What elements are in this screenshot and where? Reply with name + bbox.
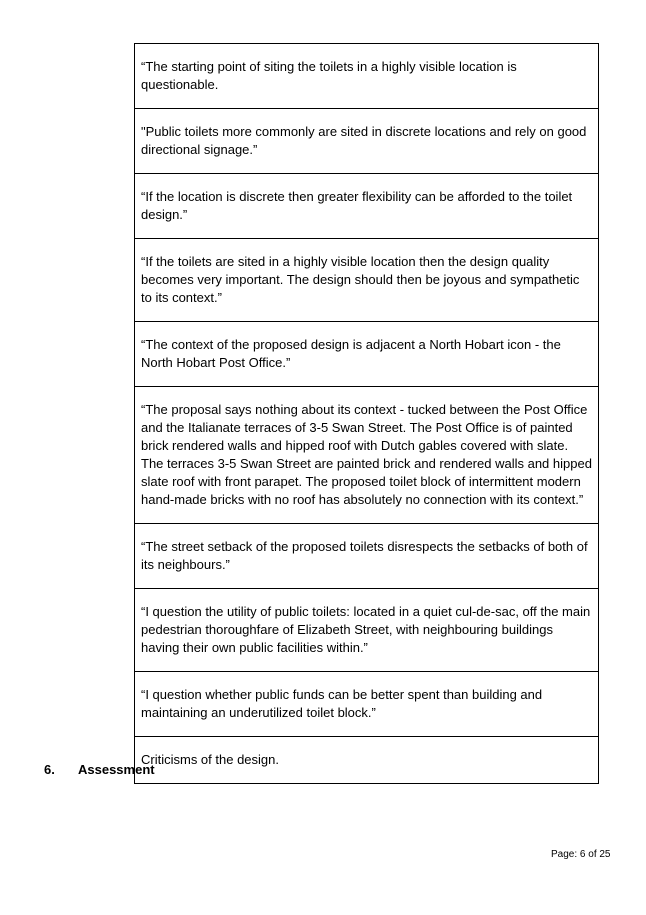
quote-cell: “The proposal says nothing about its context - tucked between the Post Office and the Italianate terraces of 3-5 Swan Street. The Post Office is of painted brick rendered walls and hipped roof with Dutch gables covered with slate. The terraces 3-5 Swan Street are painted brick and rendered walls and hipped slate roof with front parapet. The proposed toilet block of intermittent modern hand-made bricks with no roof has absolutely no connection with its context.” [135,387,599,524]
section-title: Assessment [78,762,155,777]
table-row [135,672,599,737]
quote-cell: “I question whether public funds can be better spent than building and maintaining an underutilized toilet block.” [135,672,599,737]
representations-table [134,43,599,784]
quote-cell: “If the location is discrete then greater flexibility can be afforded to the toilet design.” [135,174,599,239]
table-row [135,239,599,322]
table-row [135,589,599,672]
table-row [135,737,599,784]
page-number: Page: 6 of 25 [551,849,611,860]
quote-cell: “The street setback of the proposed toilets disrespects the setbacks of both of its neighbours.” [135,524,599,589]
quote-cell: Criticisms of the design. [135,737,599,784]
quote-cell: “The starting point of siting the toilets in a highly visible location is questionable. [135,44,599,109]
table-row [135,44,599,109]
table-row [135,109,599,174]
table-row [135,524,599,589]
table-row [135,387,599,524]
section-number: 6. [44,762,55,777]
section-heading [44,762,155,777]
table-row [135,322,599,387]
quote-cell: “If the toilets are sited in a highly visible location then the design quality becomes very important. The design should then be joyous and sympathetic to its context.” [135,239,599,322]
quote-cell: "Public toilets more commonly are sited in discrete locations and rely on good directional signage.” [135,109,599,174]
table-row [135,174,599,239]
quote-cell: “The context of the proposed design is adjacent a North Hobart icon - the North Hobart Post Office.” [135,322,599,387]
quote-cell: “I question the utility of public toilets: located in a quiet cul-de-sac, off the main pedestrian thoroughfare of Elizabeth Street, with neighbouring buildings having their own public facilities within.” [135,589,599,672]
